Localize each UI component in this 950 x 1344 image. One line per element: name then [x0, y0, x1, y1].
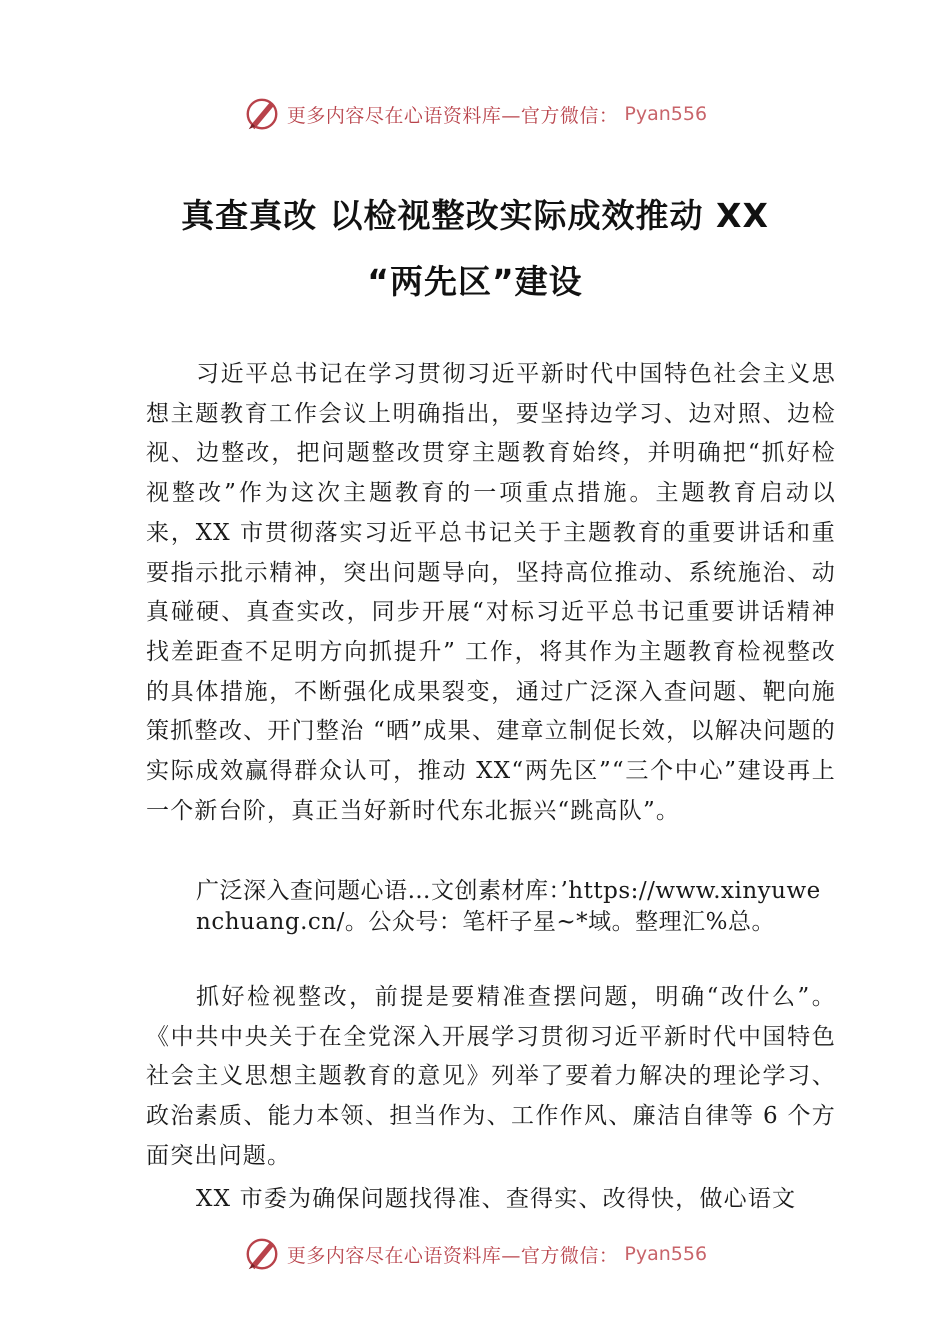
pen-logo-icon [243, 95, 281, 133]
document-title-line-2: “两先区”建设 [367, 262, 583, 301]
body-paragraph-1: 习近平总书记在学习贯彻习近平新时代中国特色社会主义思想主题教育工作会议上明确指出，要坚持边学习、边对照、边检视、边整改，把问题整改贯穿主题教育始终，并明确把“抓好检视整改”作为这次主题教育的一项重点措施。主题教育启动以来，XX 市贯彻落实习近平总书记关于主题教育的重要讲话和重要指示批示精神，突出问题导向，坚持高位推动、系统施治、动真碰硬、真查实改，同步开展“对标习近平总书记重要讲话精神找差距查不足明方向抓提升” 工作，将其作为主题教育检视整改的具体措施，不断强化成果裂变，通过广泛深入查问题、靶向施策抓整改、开门整治 “晒”成果、建章立制促长效，以解决问题的实际成效赢得群众认可，推动 XX“两先区”“三个中心”建设再上一个新台阶，真正当好新时代东北振兴“跳高队”。 [146, 361, 836, 824]
body-paragraph-2: 抓好检视整改，前提是要精准查摆问题，明确“改什么”。《中共中央关于在全党深入开展学习贯彻习近平新时代中国特色社会主义思想主题教育的意见》列举了要着力解决的理论学习、政治素质、能力本领、担当作为、工作作风、廉洁自律等 6 个方面突出问题。 [146, 984, 836, 1169]
header-watermark-banner [0, 92, 950, 136]
banner-text: 更多内容尽在心语资料库—官方微信： [286, 104, 619, 127]
footer-watermark-banner [0, 1232, 950, 1276]
body-paragraph-3: XX 市委为确保问题找得准、查得实、改得快，做心语文 [196, 1186, 797, 1212]
pen-logo-icon [243, 1235, 281, 1273]
document-title-line-1: 真查真改 以检视整改实际成效推动 XX [181, 196, 769, 235]
banner-account: Pyan556 [624, 103, 708, 125]
watermark-note: 广泛深入查问题心语…文创素材库：’https://www.xinyuwenchuang.cn/。公众号：笔杆子星~*域。整理汇%总。 [196, 878, 821, 935]
banner-text: 更多内容尽在心语资料库—官方微信： [286, 1244, 619, 1267]
banner-account: Pyan556 [624, 1243, 708, 1265]
